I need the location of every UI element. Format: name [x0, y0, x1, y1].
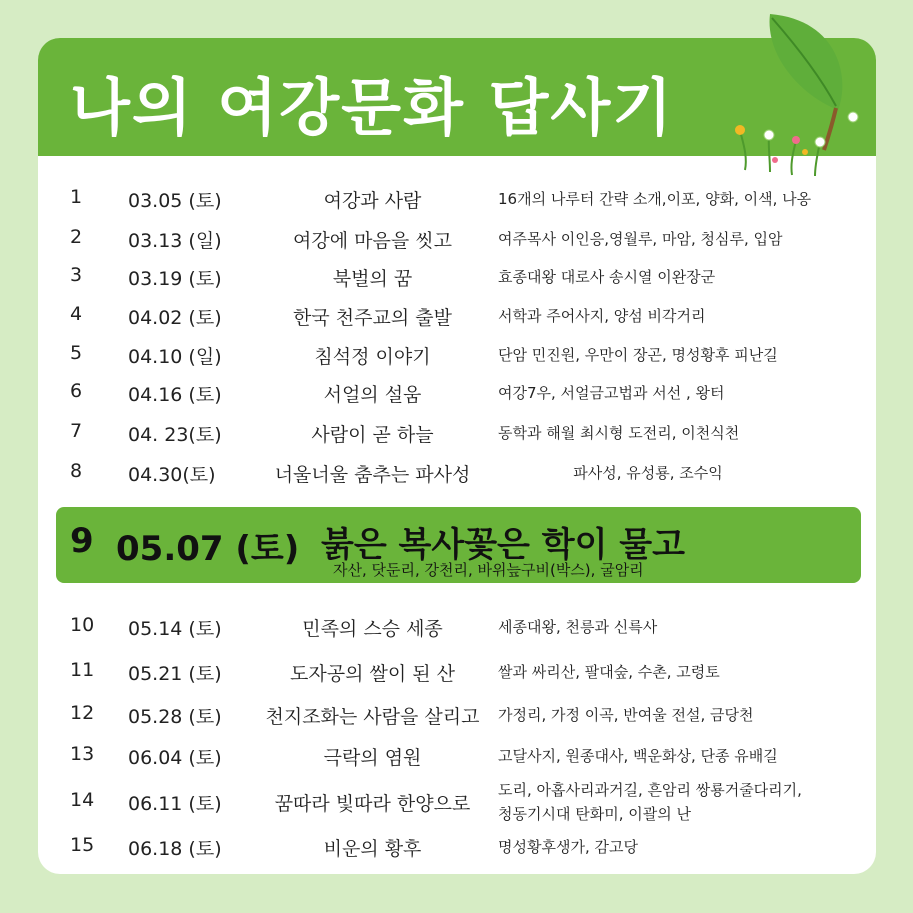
session-date: 05.07 (토) [116, 529, 300, 569]
session-places-line2: 청동기시대 탄화미, 이괄의 난 [498, 805, 691, 823]
session-date: 03.05 (토) [128, 190, 222, 212]
session-topic: 사람이 곧 하늘 [311, 424, 434, 446]
session-date: 05.14 (토) [128, 618, 222, 640]
session-date: 06.18 (토) [128, 838, 222, 860]
session-date: 04.16 (토) [128, 384, 222, 406]
session-places: 16개의 나루터 간략 소개,이포, 양화, 이색, 나옹 [498, 190, 812, 208]
session-places: 도리, 아홉사리과거길, 흔암리 쌍룡거줄다리기, [498, 781, 802, 799]
session-places: 단암 민진원, 우만이 장곤, 명성황후 피난길 [498, 346, 778, 364]
session-places: 명성황후생가, 감고당 [498, 838, 638, 856]
session-number: 7 [70, 420, 83, 442]
session-places: 효종대왕 대로사 송시열 이완장군 [498, 268, 716, 286]
session-date: 04.30(토) [128, 464, 216, 486]
session-topic: 비운의 황후 [323, 838, 422, 860]
session-places: 쌀과 싸리산, 팔대숲, 수촌, 고령토 [498, 663, 720, 681]
page-title: 나의 여강문화 답사기 [70, 71, 675, 144]
session-number: 1 [70, 186, 83, 208]
session-places: 세종대왕, 천릉과 신륵사 [498, 618, 658, 636]
title-banner [38, 38, 876, 156]
session-number: 9 [70, 521, 94, 561]
session-topic: 여강과 사람 [323, 190, 422, 212]
session-date: 04.10 (일) [128, 346, 222, 368]
session-number: 10 [70, 614, 95, 636]
session-topic: 천지조화는 사람을 살리고 [265, 706, 480, 728]
session-date: 06.04 (토) [128, 747, 222, 769]
session-topic: 북벌의 꿈 [332, 268, 413, 290]
session-date: 03.13 (일) [128, 230, 222, 252]
session-number: 14 [70, 789, 95, 811]
session-date: 05.28 (토) [128, 706, 222, 728]
session-number: 2 [70, 226, 83, 248]
session-topic: 붉은 복사꽃은 학이 물고 [321, 525, 685, 565]
session-places: 서학과 주어사지, 양섬 비각거리 [498, 307, 706, 325]
session-topic: 서얼의 설움 [323, 384, 422, 406]
session-date: 04.02 (토) [128, 307, 222, 329]
session-number: 8 [70, 460, 83, 482]
session-number: 12 [70, 702, 95, 724]
session-places: 자산, 닷둔리, 강천리, 바위늪구비(박스), 굴암리 [333, 561, 644, 579]
session-topic: 너울너울 춤추는 파사성 [274, 464, 471, 486]
session-number: 4 [70, 303, 83, 325]
session-topic: 침석정 이야기 [314, 346, 431, 368]
session-places: 여주목사 이인응,영월루, 마암, 청심루, 입암 [498, 230, 783, 248]
session-topic: 도자공의 쌀이 된 산 [290, 663, 455, 685]
session-number: 5 [70, 342, 83, 364]
session-number: 13 [70, 743, 95, 765]
session-number: 6 [70, 380, 83, 402]
session-places: 가정리, 가정 이곡, 반여울 전설, 금당천 [498, 706, 754, 724]
session-topic: 민족의 스승 세종 [302, 618, 443, 640]
session-date: 04. 23(토) [128, 424, 222, 446]
session-topic: 한국 천주교의 출발 [293, 307, 452, 329]
session-topic: 꿈따라 빛따라 한양으로 [274, 793, 471, 815]
session-date: 03.19 (토) [128, 268, 222, 290]
session-date: 06.11 (토) [128, 793, 222, 815]
session-places: 동학과 해월 최시형 도전리, 이천식천 [498, 424, 740, 442]
session-topic: 극락의 염원 [323, 747, 422, 769]
session-number: 11 [70, 659, 95, 681]
session-number: 15 [70, 834, 95, 856]
session-places: 여강7우, 서얼금고법과 서선 , 왕터 [498, 384, 725, 402]
session-number: 3 [70, 264, 83, 286]
session-date: 05.21 (토) [128, 663, 222, 685]
session-topic: 여강에 마음을 씻고 [293, 230, 452, 252]
session-places: 고달사지, 원종대사, 백운화상, 단종 유배길 [498, 747, 778, 765]
session-places: 파사성, 유성룡, 조수익 [573, 464, 723, 482]
highlighted-session [56, 507, 861, 583]
